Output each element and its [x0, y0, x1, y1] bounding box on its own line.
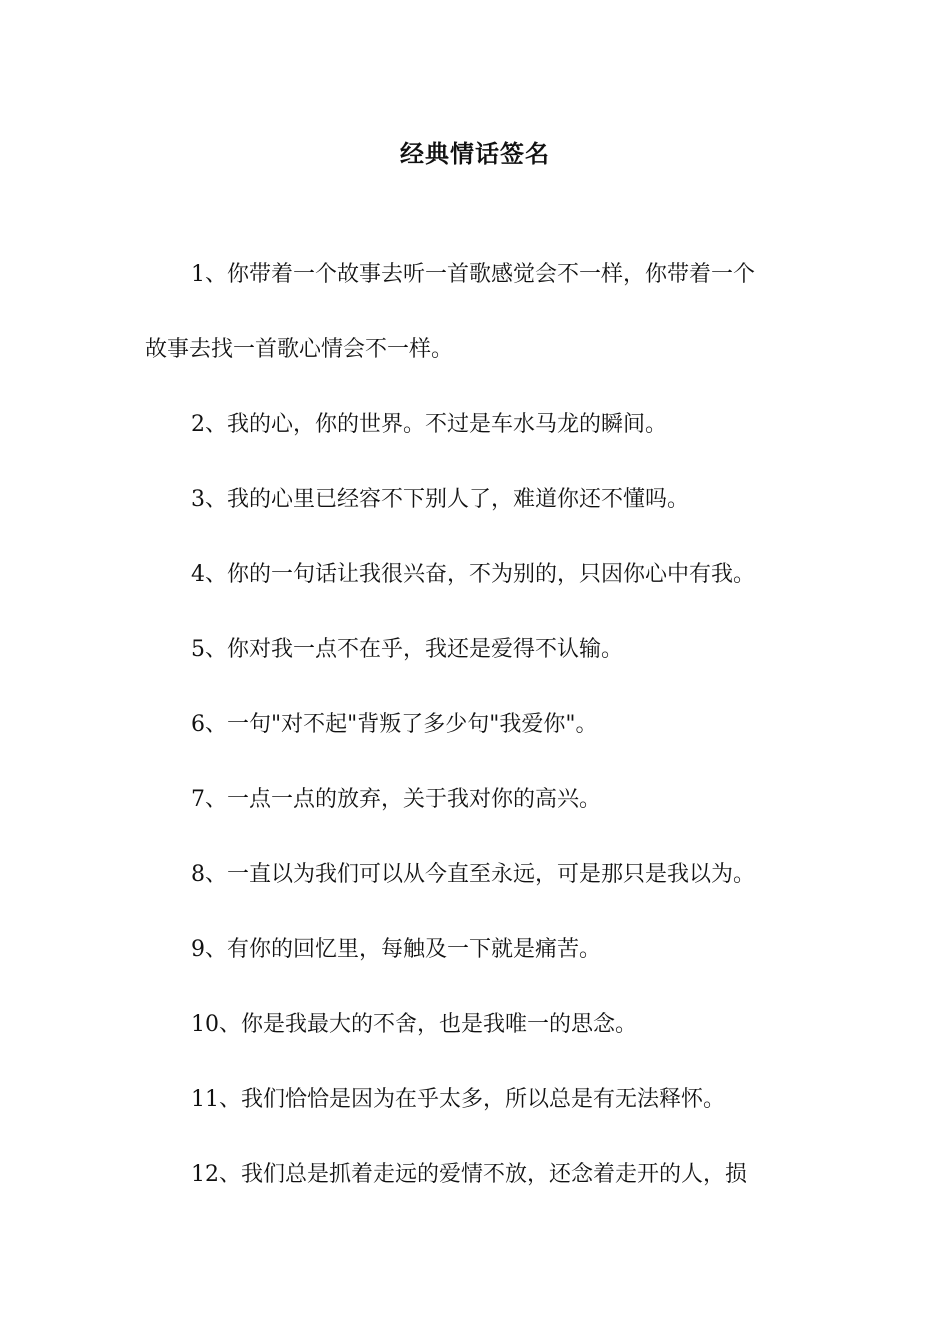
paragraph-10: 10、你是我最大的不舍，也是我唯一的思念。 [191, 1012, 637, 1037]
paragraph-5: 5、你对我一点不在乎，我还是爱得不认输。 [191, 637, 623, 662]
paragraph-6: 6、一句"对不起"背叛了多少句"我爱你"。 [191, 712, 598, 737]
paragraph-1 [145, 256, 810, 369]
document-title: 经典情话签名 [400, 140, 550, 168]
paragraph-1-line-1: 1、你带着一个故事去听一首歌感觉会不一样，你带着一个 [191, 262, 755, 287]
paragraph-7: 7、一点一点的放弃，关于我对你的高兴。 [191, 787, 601, 812]
paragraph-12: 12、我们总是抓着走远的爱情不放，还念着走开的人，损 [191, 1162, 747, 1187]
paragraph-9: 9、有你的回忆里，每触及一下就是痛苦。 [191, 937, 601, 962]
paragraph-4: 4、你的一句话让我很兴奋，不为别的，只因你心中有我。 [191, 562, 755, 587]
paragraph-11: 11、我们恰恰是因为在乎太多，所以总是有无法释怀。 [191, 1087, 725, 1112]
paragraph-3: 3、我的心里已经容不下别人了，难道你还不懂吗。 [191, 487, 689, 512]
paragraph-2: 2、我的心，你的世界。不过是车水马龙的瞬间。 [191, 412, 667, 437]
paragraph-8: 8、一直以为我们可以从今直至永远，可是那只是我以为。 [191, 862, 755, 887]
document-body [145, 256, 810, 1194]
paragraph-1-line-2: 故事去找一首歌心情会不一样。 [145, 337, 454, 362]
